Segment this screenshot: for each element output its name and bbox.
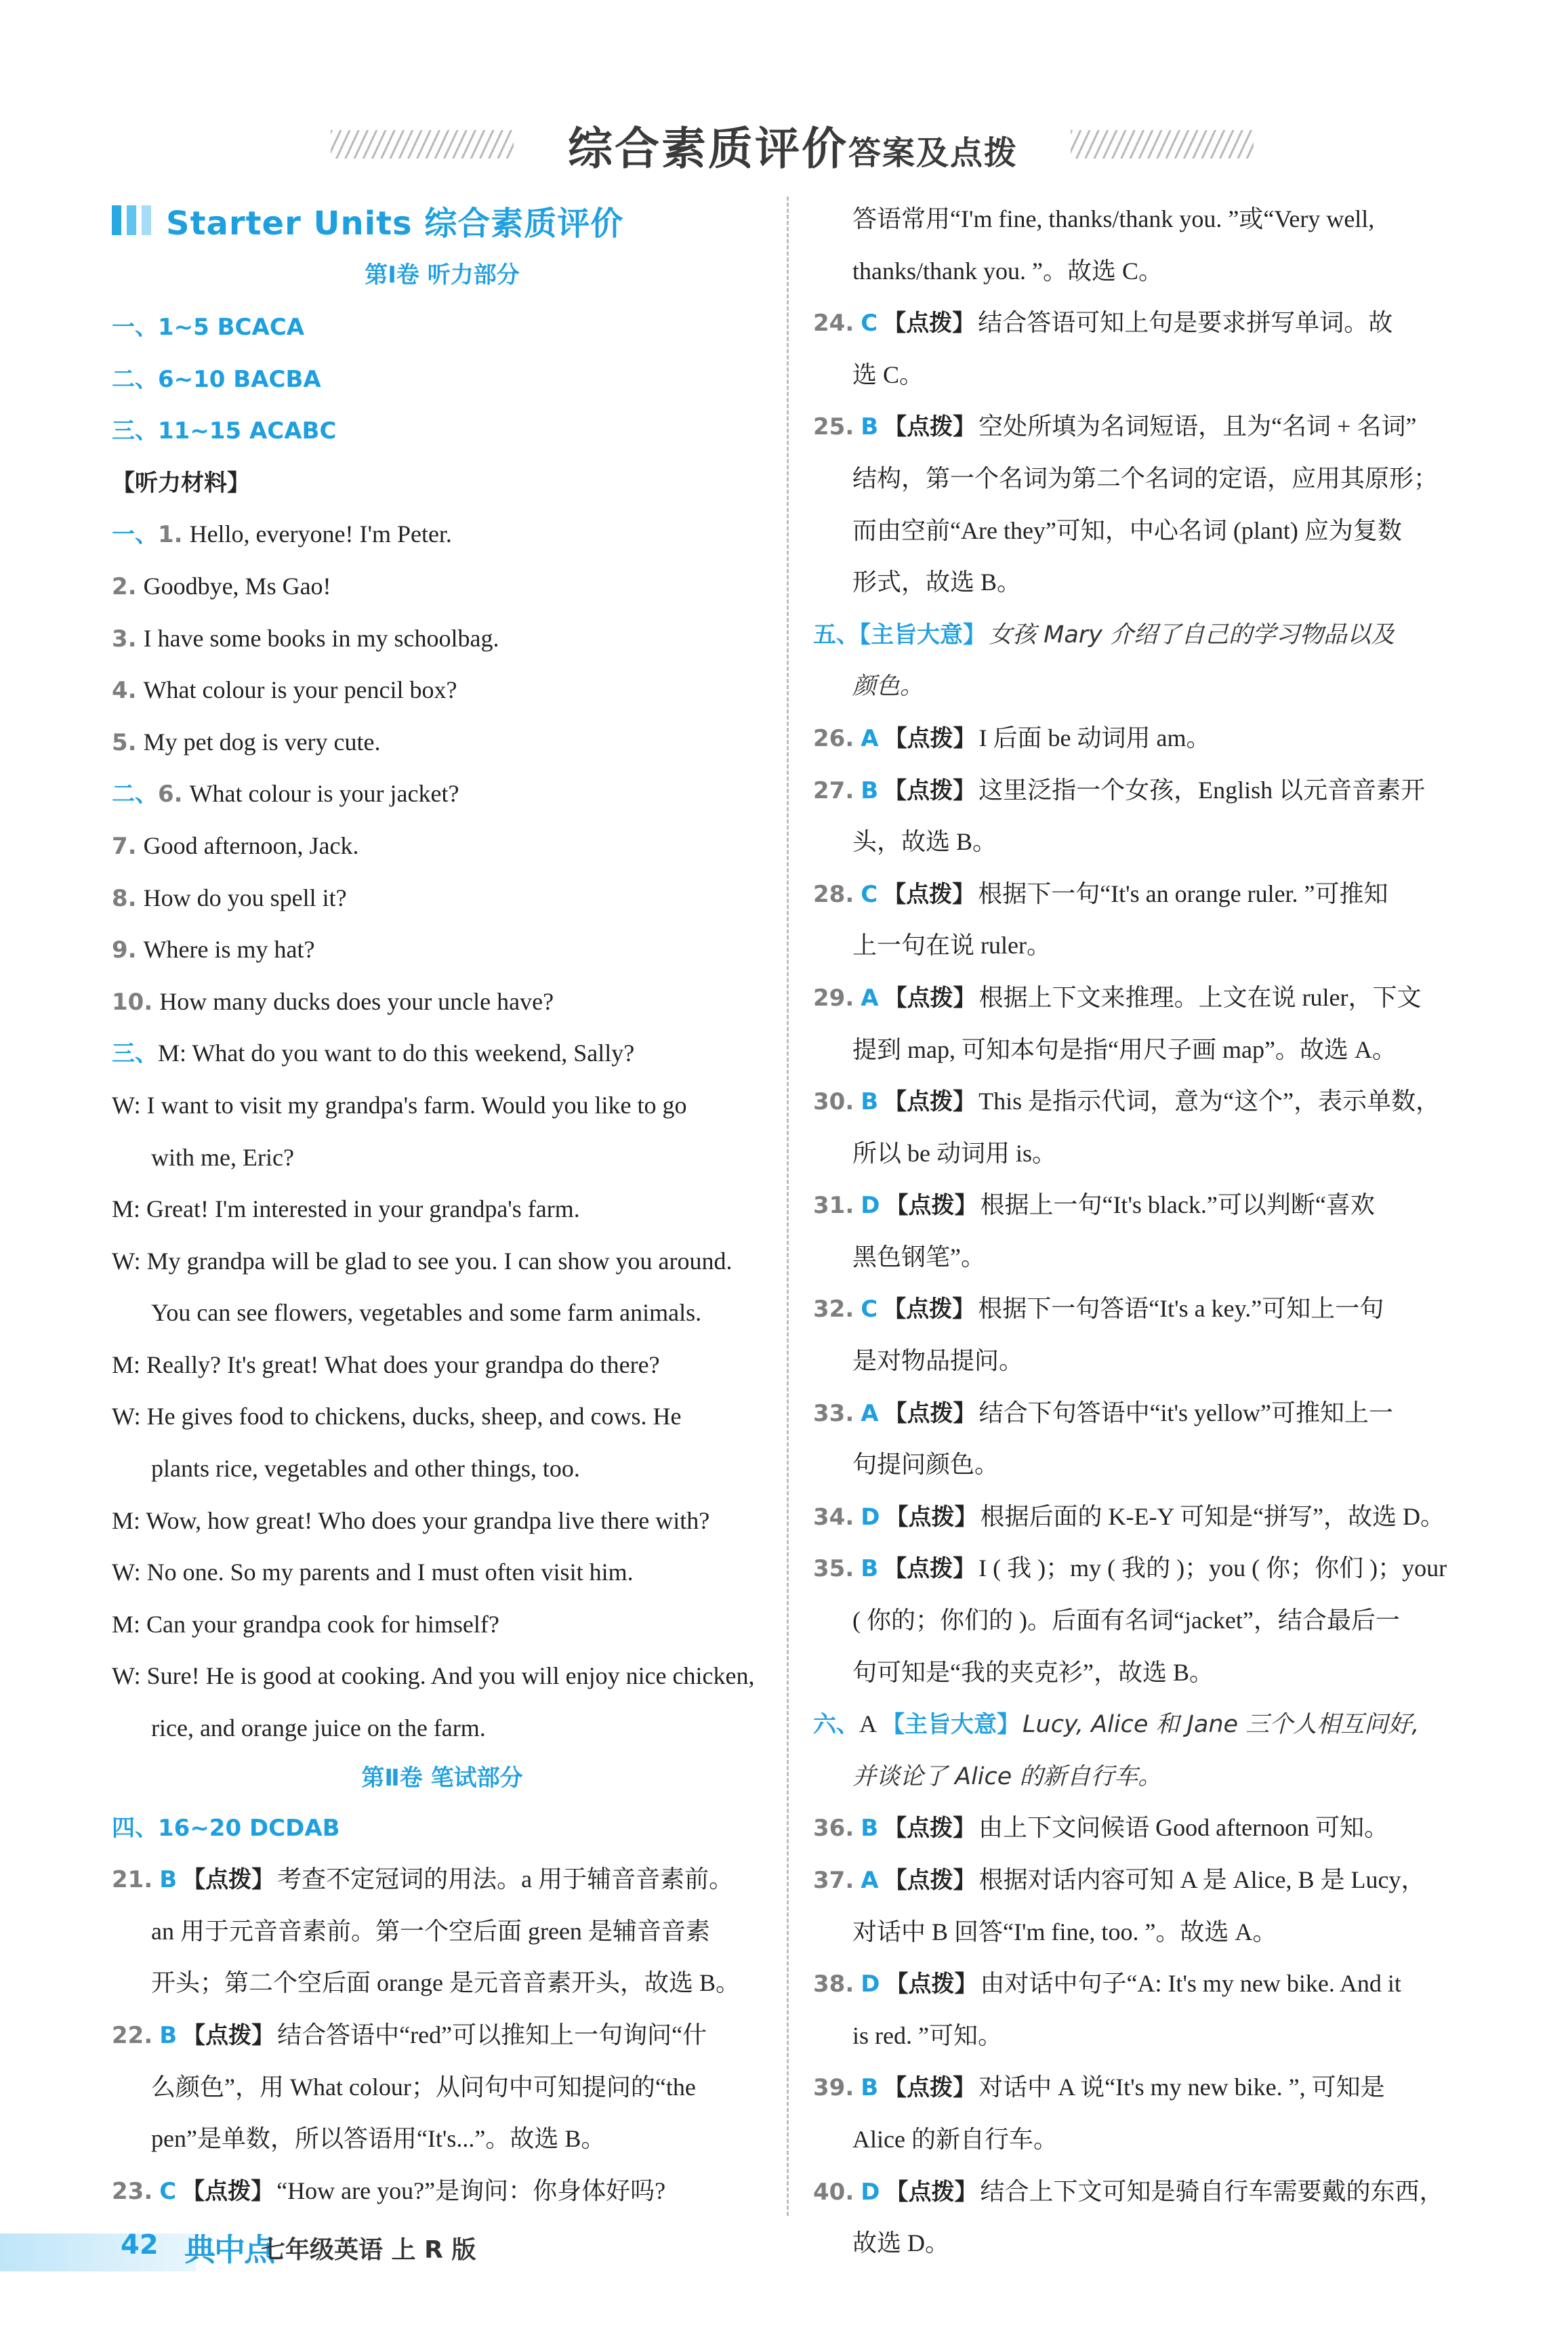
answer-letter: D — [861, 1192, 880, 1220]
line-text: rice, and orange juice on the farm. — [151, 1714, 486, 1742]
line-text: 答语常用“I'm fine, thanks/thank you. ”或“Very well, — [852, 205, 1375, 232]
line-text: 故选 D。 — [852, 2229, 949, 2257]
text-line — [813, 2114, 1477, 2166]
section-marker: 五、 — [813, 621, 859, 648]
text-line — [813, 972, 1477, 1024]
line-text: 结合下句答语中“it's yellow”可推知上一 — [978, 1399, 1394, 1426]
text-line — [112, 2061, 772, 2114]
text-line — [813, 193, 1477, 245]
tip-tag: 【点拨】 — [883, 1296, 976, 1323]
line-text: Goodbye, Ms Gao! — [143, 572, 331, 600]
line-text: Where is my hat? — [143, 936, 315, 964]
text-line — [112, 1443, 772, 1495]
unit-heading — [112, 191, 772, 249]
item-number: 40. — [813, 2178, 854, 2206]
item-number: 28. — [813, 880, 854, 908]
line-text: 黑色钢笔”。 — [852, 1243, 985, 1271]
answer-letter: A — [861, 1867, 879, 1894]
text-line — [813, 297, 1477, 349]
line-text: 句可知是“我的夹克衫”，故选 B。 — [852, 1658, 1214, 1686]
item-number: 33. — [813, 1399, 854, 1427]
line-text: W: I want to visit my grandpa's farm. Would you like to go — [112, 1091, 687, 1119]
text-line — [112, 301, 772, 353]
line-text: thanks/thank you. ”。故选 C。 — [852, 257, 1163, 285]
text-line — [112, 1702, 772, 1754]
text-line — [813, 505, 1477, 557]
line-text: 根据上下文来推理。上文在说 ruler，下文 — [978, 983, 1422, 1011]
text-line — [112, 1599, 772, 1651]
text-line — [112, 924, 772, 976]
text-line — [112, 768, 772, 820]
left-lines — [112, 301, 772, 1754]
answer-letter: A — [861, 1399, 879, 1427]
line-text: plants rice, vegetables and other things, too. — [151, 1455, 580, 1483]
item-number: 8. — [112, 884, 137, 912]
line-text: How many ducks does your uncle have? — [159, 987, 554, 1015]
unit-title: Starter Units 综合素质评价 — [166, 204, 624, 243]
text-line — [813, 400, 1477, 453]
tip-tag: 【点拨】 — [884, 1399, 976, 1427]
line-text: ( 你的；你们的 )。后面有名词“jacket”，结合最后一 — [852, 1607, 1400, 1634]
text-line — [112, 2113, 772, 2165]
text-line — [813, 609, 1477, 661]
item-number: 9. — [112, 936, 137, 964]
line-text: is red. ”可知。 — [852, 2021, 1002, 2049]
text-line — [813, 1387, 1477, 1439]
line-text: 根据下一句答语“It's a key.”可知上一句 — [978, 1295, 1384, 1323]
line-text: 是对物品提问。 — [852, 1347, 1024, 1375]
item-number: 23. — [112, 2177, 153, 2205]
item-number: 4. — [112, 677, 137, 705]
tip-tag: 【点拨】 — [884, 1555, 976, 1583]
line-text: How do you spell it? — [143, 884, 347, 911]
page-title-main: 综合素质评价 — [567, 123, 848, 175]
tip-tag: 【点拨】 — [883, 880, 976, 908]
line-text: You can see flowers, vegetables and some farm animals. — [151, 1299, 702, 1327]
line-text: Good afternoon, Jack. — [143, 831, 359, 859]
line-text: 由上下文问候语 Good afternoon 可知。 — [978, 1814, 1389, 1842]
line-text: 结合答语中“red”可以推知上一句询问“什 — [277, 2021, 707, 2048]
text-line — [112, 1183, 772, 1235]
answer-letter: D — [861, 1503, 880, 1531]
answer-letter: B — [861, 1088, 879, 1116]
tip-tag: 【点拨】 — [885, 1971, 978, 1998]
publisher-logo: 典中点 — [184, 2231, 274, 2268]
item-number: 2. — [112, 573, 137, 600]
text-line — [112, 664, 772, 716]
text-line — [813, 764, 1477, 817]
tip-tag: 【点拨】 — [885, 1192, 978, 1220]
tip-tag: 【点拨】 — [885, 1503, 978, 1531]
line-text: Hello, everyone! I'm Peter. — [189, 520, 452, 548]
line-text: 结合答语可知上句是要求拼写单词。故 — [978, 309, 1393, 337]
line-text: 这里泛指一个女孩，English 以元音音素开 — [978, 776, 1426, 804]
text-line — [813, 2166, 1477, 2218]
text-line — [813, 1283, 1477, 1335]
tip-tag: 【听力材料】 — [112, 469, 250, 497]
text-line — [112, 1957, 772, 2009]
text-line — [112, 1235, 772, 1287]
summary-tag: 【主旨大意】 — [882, 1711, 1020, 1739]
line-text: 结构，第一个名词为第二个名词的定语，应用其原形； — [852, 464, 1439, 492]
answer-letter: B — [159, 1866, 178, 1894]
item-number: 37. — [813, 1867, 854, 1894]
tip-tag: 【点拨】 — [182, 2177, 274, 2205]
answer-letter: C — [861, 310, 878, 337]
answer-letter: B — [861, 1815, 879, 1842]
page-title — [529, 112, 1057, 177]
left-lines-2 — [112, 1802, 772, 2217]
summary-text: 女孩 Mary 介绍了自己的学习物品以及 — [989, 621, 1395, 648]
answer-letter: C — [159, 2177, 177, 2205]
line-text: an 用于元音音素前。第一个空后面 green 是辅音音素 — [151, 1917, 710, 1945]
line-text: 么颜色”，用 What colour；从问句中可知提问的“the — [151, 2073, 696, 2101]
tip-tag: 【点拨】 — [884, 984, 976, 1012]
tip-tag: 【点拨】 — [884, 2074, 976, 2102]
text-line — [112, 1079, 772, 1132]
text-line — [813, 1128, 1477, 1180]
answer-letter: D — [861, 1971, 880, 1998]
item-number: 29. — [813, 984, 854, 1012]
section-marker: 六、 — [813, 1711, 859, 1739]
text-line — [112, 2009, 772, 2061]
line-text: M: Can your grandpa cook for himself? — [112, 1610, 499, 1638]
line-text: 根据上一句“It's black.”可以判断“喜欢 — [980, 1191, 1375, 1219]
section-marker: 二、 — [112, 781, 158, 808]
line-text: W: No one. So my parents and I must often visit him. — [112, 1559, 634, 1586]
text-line — [112, 1546, 772, 1599]
text-line — [813, 712, 1477, 764]
item-number: 24. — [813, 310, 854, 337]
hatch-decoration-left — [331, 130, 514, 159]
text-line — [813, 1698, 1477, 1750]
page-number: 42 — [121, 2229, 159, 2261]
line-text: 句提问颜色。 — [852, 1451, 999, 1479]
text-line — [112, 820, 772, 872]
line-text: 对话中 A 说“It's my new bike. ”, 可知是 — [978, 2074, 1385, 2101]
summary-tag: 【主旨大意】 — [859, 621, 986, 648]
right-column — [813, 193, 1477, 2269]
text-line — [112, 613, 772, 665]
hatch-decoration-right — [1071, 130, 1254, 159]
tip-tag: 【点拨】 — [883, 310, 976, 337]
item-number: 34. — [813, 1503, 854, 1531]
text-line — [813, 1491, 1477, 1543]
text-line — [813, 245, 1477, 297]
section-marker: 二、6~10 BACBA — [112, 365, 321, 393]
text-line — [813, 556, 1477, 609]
book-title: 七年级英语 上 R 版 — [261, 2236, 476, 2264]
item-number: 7. — [112, 832, 137, 860]
text-line — [112, 353, 772, 405]
text-line — [813, 1958, 1477, 2010]
line-text: 根据对话内容可知 A 是 Alice, B 是 Lucy， — [978, 1866, 1426, 1893]
answer-letter: B — [159, 2022, 178, 2049]
item-number: 31. — [813, 1192, 854, 1220]
section-marker: 一、1~5 BCACA — [112, 314, 305, 341]
item-number: 10. — [112, 988, 153, 1016]
line-text: 对话中 B 回答“I'm fine, too. ”。故选 A。 — [852, 1918, 1277, 1945]
text-line — [813, 453, 1477, 505]
text-line — [112, 1650, 772, 1702]
text-line — [813, 868, 1477, 920]
summary-text: 颜色。 — [852, 673, 924, 701]
line-text: 开头；第二个空后面 orange 是元音音素开头，故选 B。 — [151, 1969, 740, 1997]
text-line — [813, 1802, 1477, 1854]
text-line — [112, 508, 772, 560]
summary-text: Lucy, Alice 和 Jane 三个人相互问好, — [1023, 1711, 1420, 1739]
column-divider — [787, 197, 789, 2216]
text-line — [112, 1339, 772, 1391]
part2-title: 第Ⅱ卷 笔试部分 — [361, 1764, 523, 1792]
text-line — [112, 405, 772, 457]
text-line — [813, 1231, 1477, 1283]
section-marker: 一、 — [112, 521, 158, 549]
answer-letter: D — [861, 2178, 880, 2206]
text-line — [813, 1542, 1477, 1594]
text-line — [813, 1854, 1477, 1906]
line-text: What colour is your jacket? — [189, 780, 459, 808]
answer-letter: B — [861, 2074, 879, 2102]
line-text: M: Really? It's great! What does your grandpa do there? — [112, 1351, 660, 1378]
line-text: W: Sure! He is good at cooking. And you will enjoy nice chicken, — [112, 1662, 755, 1690]
line-text: 提到 map, 可知本句是指“用尺子画 map”。故选 A。 — [852, 1035, 1397, 1063]
line-text: A — [859, 1710, 882, 1738]
line-text: M: Great! I'm interested in your grandpa's farm. — [112, 1195, 580, 1223]
line-text: M: What do you want to do this weekend, Sally? — [158, 1039, 635, 1067]
answer-letter: B — [861, 777, 879, 804]
item-number: 6. — [158, 781, 183, 808]
tip-tag: 【点拨】 — [182, 2022, 275, 2049]
text-line — [813, 349, 1477, 401]
item-number: 5. — [112, 728, 137, 756]
header-banner — [0, 102, 1568, 183]
text-line — [112, 1495, 772, 1547]
tip-tag: 【点拨】 — [885, 2178, 978, 2206]
line-text: 考查不定冠词的用法。a 用于辅音音素前。 — [277, 1866, 734, 1893]
text-line — [813, 2010, 1477, 2062]
text-line — [112, 1853, 772, 1905]
text-line — [112, 872, 772, 924]
text-line — [813, 1179, 1477, 1231]
section-marker: 三、 — [112, 1040, 158, 1068]
text-line — [813, 1906, 1477, 1958]
text-line — [112, 2165, 772, 2217]
text-line — [112, 976, 772, 1028]
part1-title: 第Ⅰ卷 听力部分 — [365, 262, 520, 289]
line-text: 所以 be 动词用 is。 — [852, 1139, 1056, 1167]
page-title-sub: 答案及点拨 — [848, 134, 1018, 172]
answer-letter: B — [861, 413, 879, 441]
line-text: M: Wow, how great! Who does your grandpa live there with? — [112, 1506, 710, 1534]
tip-tag: 【点拨】 — [182, 1866, 275, 1894]
bars-icon — [112, 205, 151, 235]
answer-letter: C — [861, 880, 878, 908]
text-line — [112, 457, 772, 509]
text-line — [112, 1390, 772, 1443]
answer-letter: A — [861, 984, 879, 1012]
line-text: W: My grandpa will be glad to see you. I can show you around. — [112, 1247, 733, 1275]
item-number: 38. — [813, 1971, 854, 1998]
text-line — [112, 1905, 772, 1958]
text-line — [813, 920, 1477, 972]
footer — [0, 2214, 1568, 2303]
line-text: This 是指示代词，意为“这个”，表示单数， — [978, 1088, 1441, 1115]
tip-tag: 【点拨】 — [884, 724, 976, 752]
item-number: 32. — [813, 1296, 854, 1323]
line-text: 根据后面的 K-E-Y 可知是“拼写”，故选 D。 — [980, 1502, 1445, 1530]
answer-letter: A — [861, 724, 879, 752]
text-line — [112, 1132, 772, 1184]
text-line — [813, 1024, 1477, 1076]
item-number: 21. — [112, 1866, 153, 1894]
text-line — [813, 660, 1477, 712]
line-text: 头，故选 B。 — [852, 828, 997, 856]
text-line — [112, 1287, 772, 1339]
item-number: 39. — [813, 2074, 854, 2102]
text-line — [112, 716, 772, 768]
section-marker: 三、11~15 ACABC — [112, 417, 337, 445]
tip-tag: 【点拨】 — [884, 413, 976, 441]
text-line — [813, 816, 1477, 868]
line-text: I have some books in my schoolbag. — [143, 624, 499, 652]
line-text: 上一句在说 ruler。 — [852, 932, 1051, 960]
line-text: “How are you?”是询问：你身体好吗? — [276, 2177, 666, 2204]
item-number: 3. — [112, 625, 137, 653]
text-line — [112, 1027, 772, 1079]
line-text: Alice 的新自行车。 — [852, 2125, 1058, 2153]
line-text: 根据下一句“It's an orange ruler. ”可推知 — [978, 880, 1388, 907]
line-text: 由对话中句子“A: It's my new bike. And it — [980, 1970, 1401, 1998]
item-number: 35. — [813, 1555, 854, 1583]
text-line — [813, 1075, 1477, 1128]
item-number: 27. — [813, 777, 854, 804]
item-number: 36. — [813, 1815, 854, 1842]
line-text: What colour is your pencil box? — [143, 676, 457, 704]
tip-tag: 【点拨】 — [884, 1815, 976, 1842]
item-number: 1. — [158, 521, 183, 549]
answer-letter: C — [861, 1296, 878, 1323]
tip-tag: 【点拨】 — [884, 777, 976, 804]
line-text: I 后面 be 动词用 am。 — [978, 724, 1211, 751]
footer-strip — [0, 2233, 197, 2271]
line-text: 形式，故选 B。 — [852, 569, 1022, 596]
line-text: 空处所填为名词短语，且为“名词 + 名词” — [978, 413, 1417, 440]
summary-text: 并谈论了 Alice 的新自行车。 — [852, 1763, 1162, 1790]
item-number: 22. — [112, 2022, 153, 2049]
section-marker: 四、16~20 DCDAB — [112, 1814, 340, 1842]
line-text: 选 C。 — [852, 360, 924, 388]
answer-letter: B — [861, 1555, 879, 1583]
line-text: with me, Eric? — [151, 1143, 294, 1171]
item-number: 26. — [813, 724, 854, 752]
line-text: I ( 我 )；my ( 我的 )；you ( 你；你们 )；your — [978, 1554, 1447, 1582]
text-line — [112, 1802, 772, 1854]
text-line — [112, 560, 772, 613]
line-text: 而由空前“Are they”可知，中心名词 (plant) 应为复数 — [852, 516, 1402, 544]
text-line — [813, 1750, 1477, 1802]
text-line — [813, 1594, 1477, 1647]
line-text: My pet dog is very cute. — [143, 728, 381, 756]
line-text: pen”是单数，所以答语用“It's...”。故选 B。 — [151, 2125, 606, 2153]
tip-tag: 【点拨】 — [884, 1088, 976, 1116]
line-text: W: He gives food to chickens, ducks, sheep, and cows. He — [112, 1403, 682, 1430]
item-number: 25. — [813, 413, 854, 441]
left-column — [112, 191, 772, 2217]
item-number: 30. — [813, 1088, 854, 1116]
tip-tag: 【点拨】 — [884, 1867, 976, 1894]
line-text: 结合上下文可知是骑自行车需要戴的东西， — [980, 2177, 1444, 2205]
text-line — [813, 2061, 1477, 2114]
text-line — [813, 1647, 1477, 1699]
text-line — [813, 1439, 1477, 1491]
right-lines — [813, 193, 1477, 2269]
text-line — [813, 1335, 1477, 1387]
